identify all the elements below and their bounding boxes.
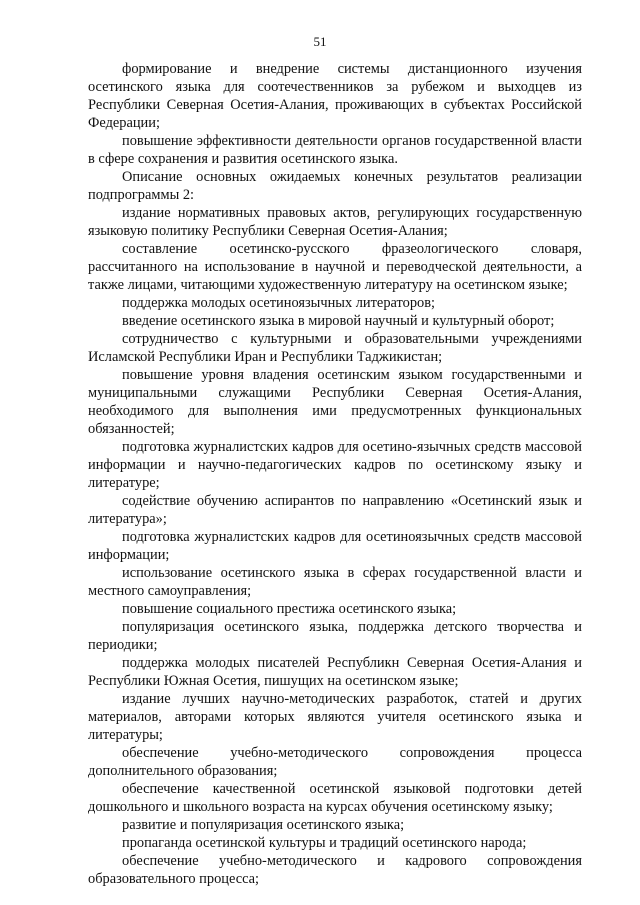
paragraph-educational-support: обеспечение учебно-методического и кадрового сопровождения образовательного процесса; — [88, 853, 582, 887]
paragraph-civil-servants: повышение уровня владения осетинским языком государственными и муниципальными служащими Республики Северная Осетия-Алания, необходимого для выполнения ими предусмотренных функциональных обязанностей; — [88, 367, 582, 437]
paragraph-efficiency: повышение эффективности деятельности органов государственной власти в сфере сохранения и развития осетинского языка. — [88, 133, 582, 167]
paragraph-culture-propaganda: пропаганда осетинской культуры и традиций осетинского народа; — [122, 835, 527, 851]
paragraph-journalists-media: подготовка журналистских кадров для осетиноязычных средств массовой информации; — [88, 529, 582, 563]
paragraph-cooperation: сотрудничество с культурными и образовательными учреждениями Исламской Республики Иран и Республики Таджикистан; — [88, 331, 582, 365]
paragraph-journalists-scientists: подготовка журналистских кадров для осетино-язычных средств массовой информации и научно-педагогических кадров по осетинскому языку и литературе; — [88, 439, 582, 491]
paragraph-world-circulation: введение осетинского языка в мировой научный и культурный оборот; — [122, 313, 555, 329]
paragraph-distance-learning: формирование и внедрение системы дистанционного изучения осетинского языка для соотечественников за рубежом и выходцев из Республики Северная Осетия-Алания, проживающих в субъектах Российской Федерации; — [88, 61, 582, 131]
paragraph-legal-acts: издание нормативных правовых актов, регулирующих государственную языковую политику Республики Северная Осетия-Алания; — [88, 205, 582, 239]
paragraph-young-writers-support: поддержка молодых осетиноязычных литераторов; — [122, 295, 436, 311]
paragraph-government-use: использование осетинского языка в сферах государственной власти и местного самоуправления; — [88, 565, 582, 599]
paragraph-social-prestige: повышение социального престижа осетинского языка; — [122, 601, 457, 617]
paragraph-preschool-training: обеспечение качественной осетинской языковой подготовки детей дошкольного и школьного возраста на курсах обучения осетинскому языку; — [88, 781, 582, 815]
body-text — [88, 60, 582, 888]
paragraph-postgraduates: содействие обучению аспирантов по направлению «Осетинский язык и литература»; — [88, 493, 582, 527]
paragraph-additional-education: обеспечение учебно-методического сопровождения процесса дополнительного образования; — [88, 745, 582, 779]
paragraph-popularization-children: популяризация осетинского языка, поддержка детского творчества и периодики; — [88, 619, 582, 653]
paragraph-development: развитие и популяризация осетинского языка; — [122, 817, 405, 833]
paragraph-young-writers-republics: поддержка молодых писателей Республикн Северная Осетия-Алания и Республики Южная Осетия, пишущих на осетинском языке; — [88, 655, 582, 689]
paragraph-dictionary: составление осетинско-русского фразеологического словаря, рассчитанного на использование в научной и переводческой деятельности, а также лицами, читающими художественную литературу на осетинском языке; — [88, 241, 582, 293]
paragraph-publications: издание лучших научно-методических разработок, статей и других материалов, авторами которых являются учителя осетинского языка и литературы; — [88, 691, 582, 743]
paragraph-results-heading: Описание основных ожидаемых конечных результатов реализации подпрограммы 2: — [88, 169, 582, 203]
page-number: 51 — [313, 34, 327, 49]
